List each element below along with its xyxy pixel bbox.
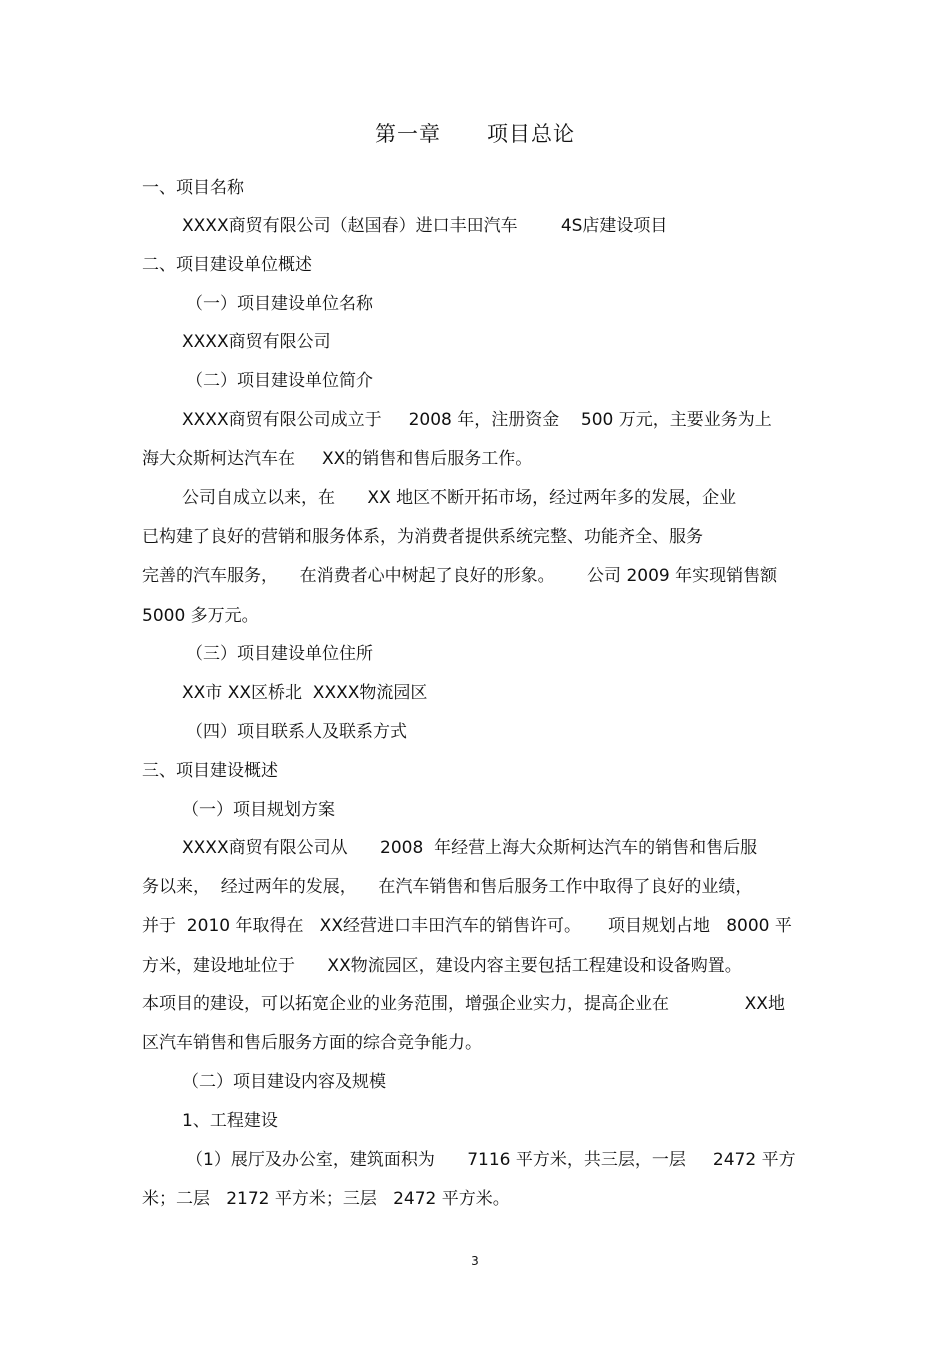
subheading-contact: （四）项目联系人及联系方式 bbox=[186, 722, 407, 742]
paragraph-line: 方米，建设地址位于 XX物流园区，建设内容主要包括工程建设和设备购置。 bbox=[142, 956, 742, 976]
page-number: 3 bbox=[471, 1254, 479, 1268]
paragraph-line: 区汽车销售和售后服务方面的综合竞争能力。 bbox=[142, 1033, 482, 1053]
paragraph-line: XXXX商贸有限公司成立于 2008 年，注册资金 500 万元，主要业务为上 bbox=[182, 410, 772, 430]
section-heading-unit-overview: 二、项目建设单位概述 bbox=[142, 255, 312, 275]
subheading-unit-name: （一）项目建设单位名称 bbox=[186, 294, 373, 314]
subheading-engineering: 1、工程建设 bbox=[182, 1111, 278, 1131]
subheading-content-scale: （二）项目建设内容及规模 bbox=[182, 1072, 386, 1092]
unit-name-text: XXXX商贸有限公司 bbox=[182, 332, 331, 352]
subheading-unit-address: （三）项目建设单位住所 bbox=[186, 644, 373, 664]
paragraph-line: 米；二层 2172 平方米；三层 2472 平方米。 bbox=[142, 1189, 510, 1209]
subheading-unit-intro: （二）项目建设单位简介 bbox=[186, 371, 373, 391]
paragraph-line: 海大众斯柯达汽车在 XX的销售和售后服务工作。 bbox=[142, 449, 533, 469]
unit-address-text: XX市 XX区桥北 XXXX物流园区 bbox=[182, 683, 428, 703]
paragraph-line: 并于 2010 年取得在 XX经营进口丰田汽车的销售许可。 项目规划占地 8000 平 bbox=[142, 916, 792, 936]
subheading-planning: （一）项目规划方案 bbox=[182, 800, 335, 820]
paragraph-line: XXXX商贸有限公司从 2008 年经营上海大众斯柯达汽车的销售和售后服 bbox=[182, 838, 758, 858]
chapter-title: 第一章 项目总论 bbox=[374, 122, 576, 146]
paragraph-line: 本项目的建设，可以拓宽企业的业务范围，增强企业实力，提高企业在 XX地 bbox=[142, 994, 785, 1014]
paragraph-line: （1）展厅及办公室，建筑面积为 7116 平方米，共三层，一层 2472 平方 bbox=[186, 1150, 796, 1170]
section-heading-construction-overview: 三、项目建设概述 bbox=[142, 761, 278, 781]
section-heading-project-name: 一、项目名称 bbox=[142, 178, 244, 198]
paragraph-line: 已构建了良好的营销和服务体系，为消费者提供系统完整、功能齐全、服务 bbox=[142, 527, 703, 547]
paragraph-line: 5000 多万元。 bbox=[142, 606, 259, 626]
paragraph-line: 公司自成立以来，在 XX 地区不断开拓市场，经过两年多的发展，企业 bbox=[182, 488, 737, 508]
project-name-text: XXXX商贸有限公司（赵国春）进口丰田汽车 4S店建设项目 bbox=[182, 216, 668, 236]
paragraph-line: 务以来， 经过两年的发展， 在汽车销售和售后服务工作中取得了良好的业绩， bbox=[142, 877, 753, 897]
paragraph-line: 完善的汽车服务， 在消费者心中树起了良好的形象。 公司 2009 年实现销售额 bbox=[142, 566, 778, 586]
